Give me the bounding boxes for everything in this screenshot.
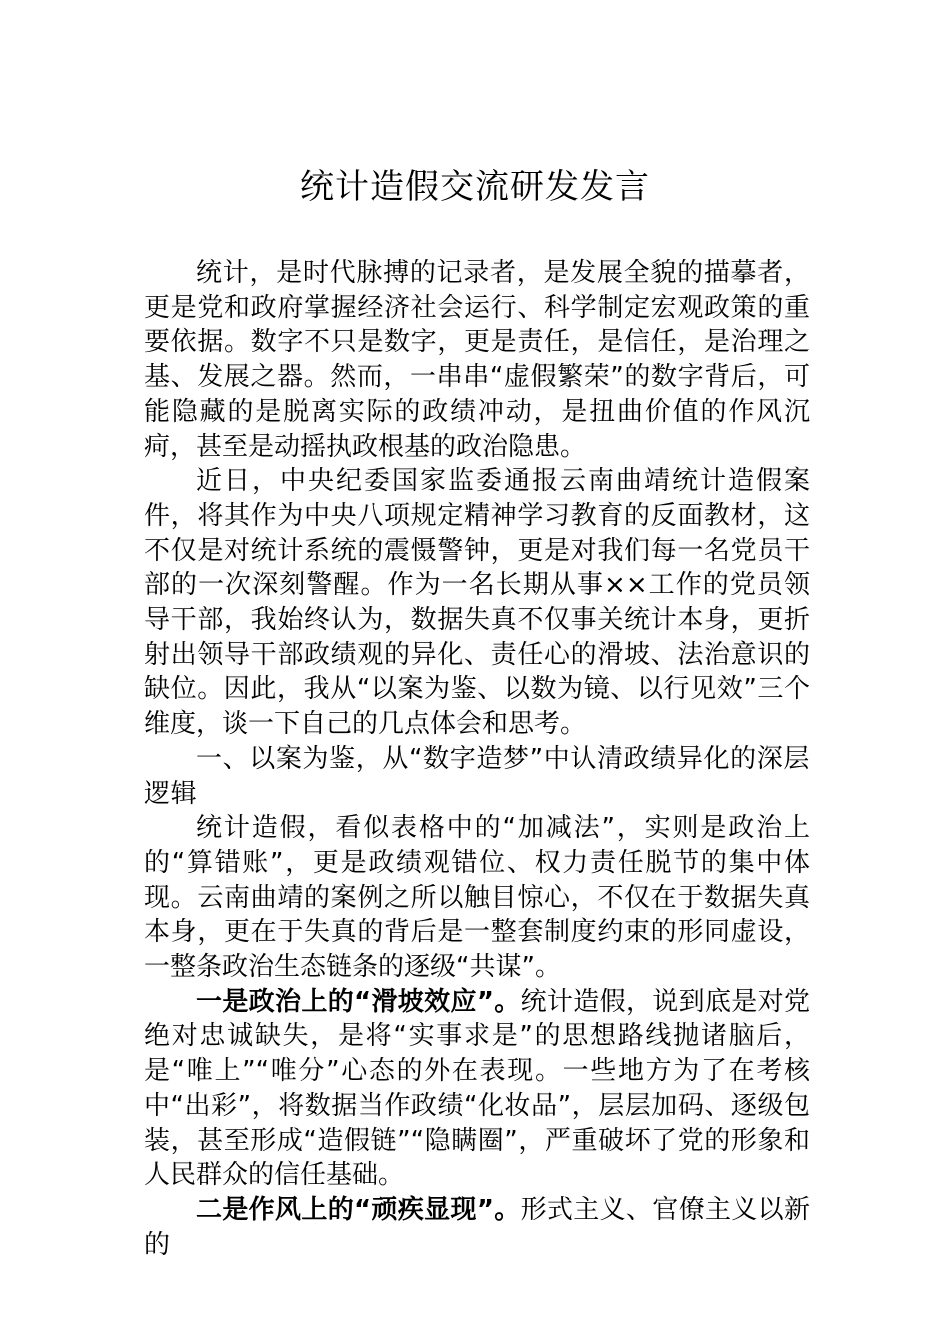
paragraph-section-1-intro — [144, 811, 810, 985]
paragraph-background — [144, 464, 810, 742]
point-lead: 一是政治上的“滑坡效应”。 — [196, 986, 521, 1017]
paragraph-text: 形式主义、官僚主义以新的 — [144, 1194, 810, 1260]
paragraph-text: 统计造假，说到底是对党绝对忠诚缺失，是将“实事求是”的思想路线抛诸脑后，是“唯上”“唯分”心态的外在表现。一些地方为了在考核中“出彩”，将数据当作政绩“化妆品”，层层加码、逐级包装，甚至形成“造假链”“隐瞒圈”，严重破坏了党的形象和人民群众的信任基础。 — [144, 986, 810, 1191]
paragraph-point-2 — [144, 1193, 810, 1262]
paragraph-point-1 — [144, 985, 810, 1193]
paragraph-text: 统计，是时代脉搏的记录者，是发展全貌的描摹者，更是党和政府掌握经济社会运行、科学制定宏观政策的重要依据。数字不只是数字，更是责任，是信任，是治理之基、发展之器。然而，一串串“虚假繁荣”的数字背后，可能隐藏的是脱离实际的政绩冲动，是扭曲价值的作风沉疴，甚至是动摇执政根基的政治隐患。 — [144, 258, 810, 462]
section-heading-1 — [144, 742, 810, 811]
point-lead: 二是作风上的“顽疾显现”。 — [196, 1194, 521, 1225]
paragraph-text: 近日，中央纪委国家监委通报云南曲靖统计造假案件，将其作为中央八项规定精神学习教育的反面教材，这不仅是对统计系统的震慑警钟，更是对我们每一名党员干部的一次深刻警醒。作为一名长期从事××工作的党员领导干部，我始终认为，数据失真不仅事关统计本身，更折射出领导干部政绩观的异化、责任心的滑坡、法治意识的缺位。因此，我从“以案为鉴、以数为镜、以行见效”三个维度，谈一下自己的几点体会和思考。 — [144, 466, 810, 740]
document-title: 统计造假交流研发发言 — [300, 167, 650, 207]
document-body — [144, 256, 810, 1262]
paragraph-text: 统计造假，看似表格中的“加减法”，实则是政治上的“算错账”，更是政绩观错位、权力责任脱节的集中体现。云南曲靖的案例之所以触目惊心，不仅在于数据失真本身，更在于失真的背后是一整套制度约束的形同虚设，一整条政治生态链条的逐级“共谋”。 — [144, 813, 810, 983]
paragraph-intro — [144, 256, 810, 464]
section-heading-text: 一、以案为鉴，从“数字造梦”中认清政绩异化的深层逻辑 — [144, 743, 810, 809]
